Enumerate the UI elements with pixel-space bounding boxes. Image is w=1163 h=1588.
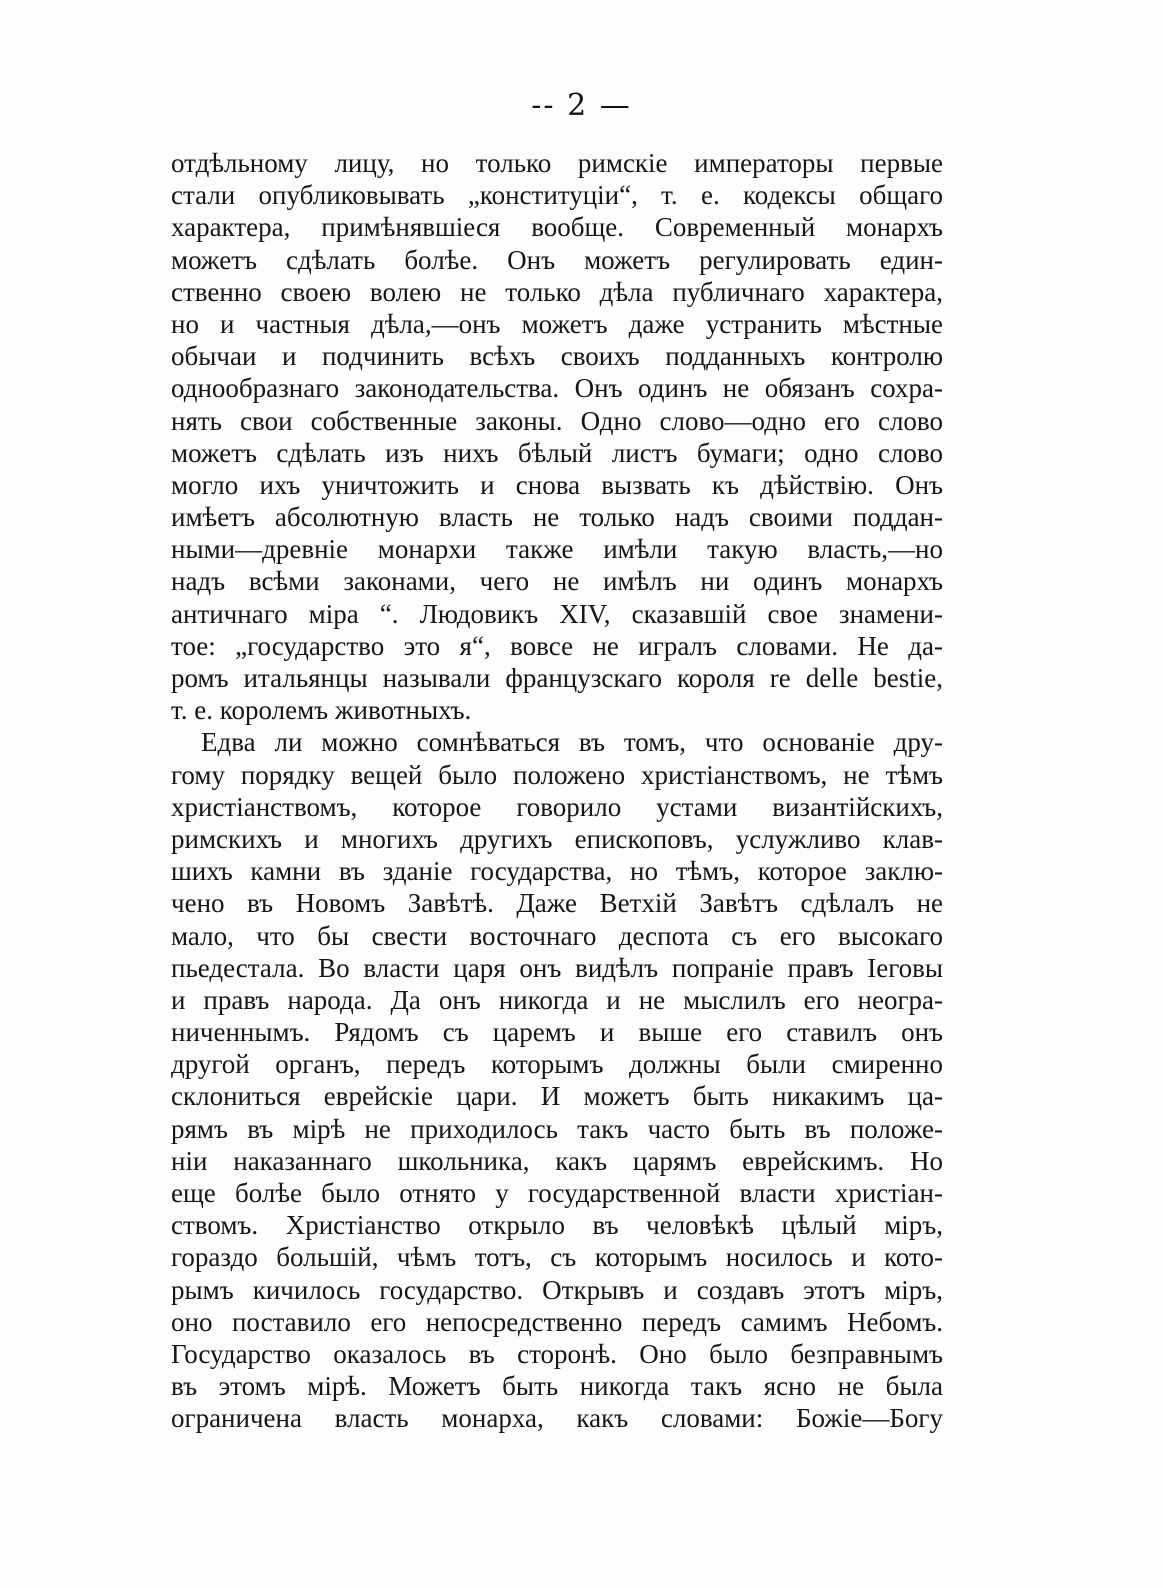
text-line: ромъ итальянцы называли французскаго короля re delle bestie, (171, 663, 943, 693)
text-line: оно поставило его непосредственно передъ самимъ Небомъ. (171, 1306, 943, 1337)
text-line: можетъ сдѣлать болѣе. Онъ можетъ регулировать един- (171, 244, 943, 275)
text-line: стали опубликовывать „конституціи“, т. е. кодексы общаго (171, 180, 943, 211)
text-line: рымъ кичилось государство. Открывъ и создавъ этотъ міръ, (171, 1274, 943, 1305)
page-number: -- 2 — (531, 88, 632, 123)
text-line: христіанствомъ, которое говорило устами византійскихъ, (171, 791, 943, 822)
text-line: другой органъ, передъ которымъ должны были смиренно (171, 1049, 943, 1080)
text-line: ограничена власть монарха, какъ словами: Божіе—Богу (171, 1403, 943, 1434)
text-line: можетъ сдѣлать изъ нихъ бѣлый листъ бумаги; одно слово (171, 437, 943, 468)
text-line: Государство оказалось въ сторонѣ. Оно было безправнымъ (171, 1338, 943, 1369)
text-line: еще болѣе было отнято у государственной власти христіан- (171, 1178, 943, 1208)
paragraph (171, 147, 943, 726)
text-line: имѣетъ абсолютную власть не только надъ своими поддан- (171, 502, 943, 533)
text-line: гораздо большій, чѣмъ тотъ, съ которымъ носилось и кото- (171, 1242, 943, 1273)
text-line: однообразнаго законодательства. Онъ одинъ не обязанъ сохра- (171, 373, 943, 404)
text-line: нять свои собственные законы. Одно слово—одно его слово (171, 405, 943, 436)
text-line: склониться еврейскіе цари. И можетъ быть никакимъ ца- (171, 1081, 943, 1112)
text-line: т. е. королемъ животныхъ. (171, 695, 472, 726)
text-line: обычаи и подчинить всѣхъ своихъ подданныхъ контролю (171, 341, 943, 372)
text-line: римскихъ и многихъ другихъ епископовъ, услужливо клав- (171, 823, 943, 854)
text-line: могло ихъ уничтожить и снова вызвать къ дѣйствію. Онъ (171, 469, 943, 500)
text-line: отдѣльному лицу, но только римскіе императоры первые (171, 148, 943, 178)
text-line: Едва ли можно сомнѣваться въ томъ, что основаніе дру- (201, 727, 943, 758)
text-line: гому порядку вещей было положено христіанствомъ, не тѣмъ (171, 759, 943, 790)
text-line: въ этомъ мірѣ. Можетъ быть никогда такъ ясно не была (171, 1371, 943, 1402)
text-line: надъ всѣми законами, чего не имѣлъ ни одинъ монархъ (171, 566, 943, 597)
text-line: характера, примѣнявшіеся вообще. Современный монархъ (171, 212, 943, 243)
text-line: ственно своею волею не только дѣла публичнаго характера, (171, 276, 943, 307)
text-line: ніи наказаннаго школьника, какъ царямъ еврейскимъ. Но (171, 1145, 943, 1176)
text-line: ниченнымъ. Рядомъ съ царемъ и выше его ставилъ онъ (171, 1017, 943, 1048)
text-line: тое: „государство это я“, вовсе не игралъ словами. Не да- (171, 630, 943, 661)
text-line: пьедестала. Во власти царя онъ видѣлъ попраніе правъ Іеговы (171, 952, 943, 983)
text-line: чено въ Новомъ Завѣтѣ. Даже Ветхій Завѣтъ сдѣлалъ не (171, 888, 943, 919)
text-line: но и частныя дѣла,—онъ можетъ даже устранить мѣстные (171, 308, 943, 339)
text-line: шихъ камни въ зданіе государства, но тѣмъ, которое заклю- (171, 856, 943, 887)
paragraph (171, 726, 943, 1434)
text-line: ствомъ. Христіанство открыло въ человѣкѣ цѣлый міръ, (171, 1210, 943, 1241)
text-line: ными—древніе монархи также имѣли такую власть,—но (171, 534, 943, 565)
text-line: и правъ народа. Да онъ никогда и не мыслилъ его неогра- (171, 984, 943, 1015)
body-text (171, 147, 943, 1435)
text-line: античнаго міра “. Людовикъ XIV, сказавшій свое знамени- (171, 598, 943, 629)
text-line: рямъ въ мірѣ не приходилось такъ часто быть въ положе- (171, 1113, 943, 1144)
text-line: мало, что бы свести восточнаго деспота съ его высокаго (171, 920, 943, 951)
